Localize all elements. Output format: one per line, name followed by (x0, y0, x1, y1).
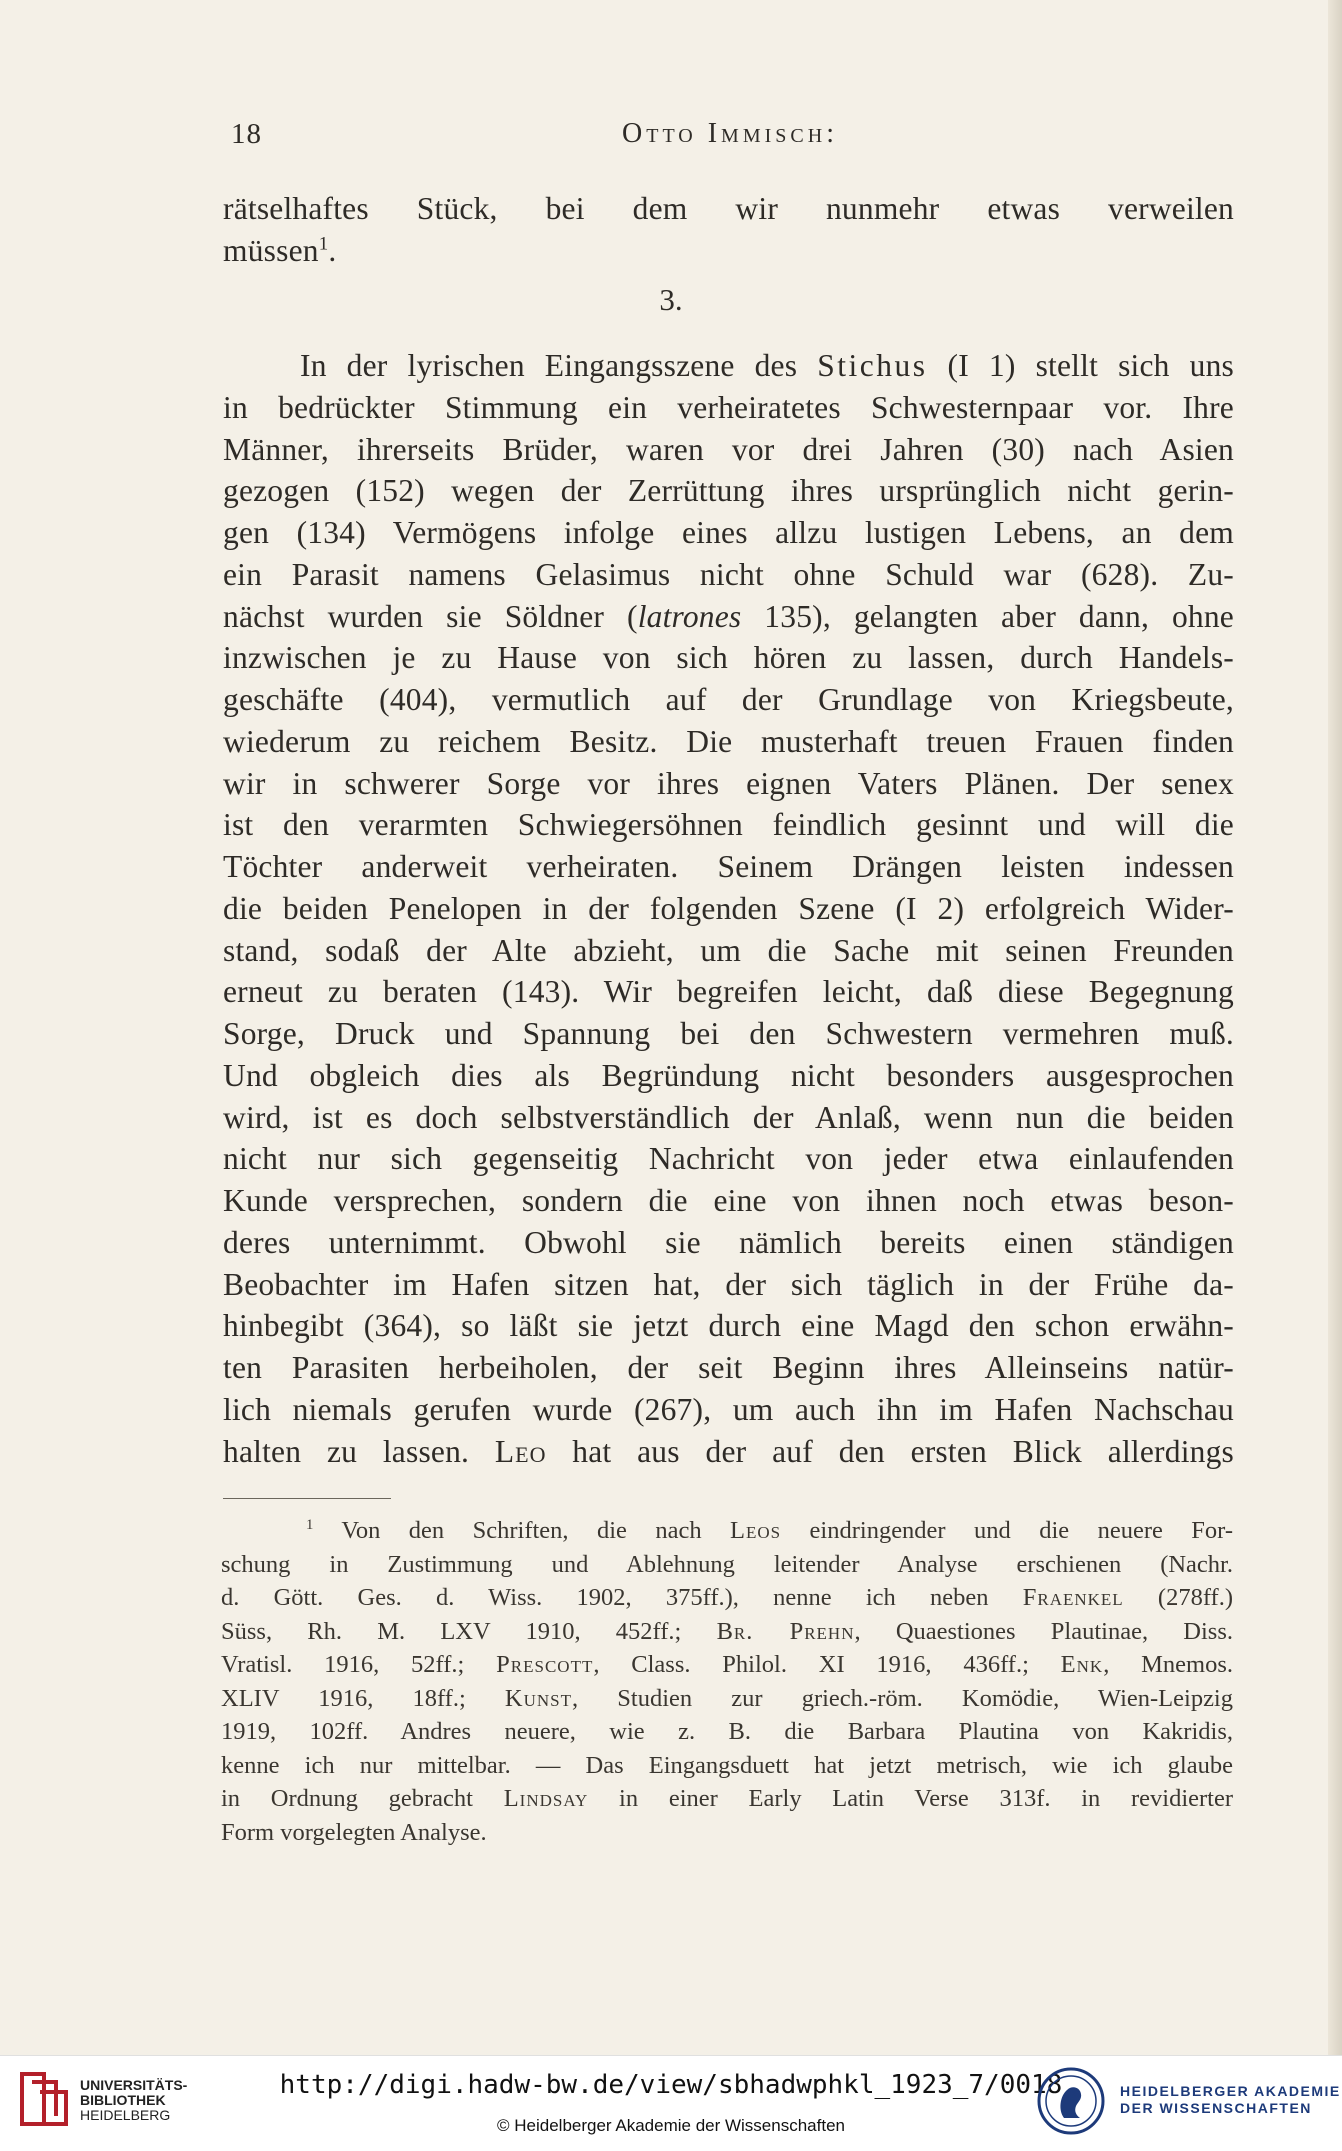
text-line: geschäfte (404), vermutlich auf der Grundlage von Kriegsbeute, (223, 682, 1234, 717)
footnote-rule (223, 1498, 391, 1499)
running-head (225, 118, 1235, 158)
text-line: lich niemals gerufen wurde (267), um auch ihn im Hafen Nachschau (223, 1391, 1234, 1427)
text-line: stand, sodaß der Alte abzieht, um die Sache mit seinen Freunden (223, 932, 1234, 968)
footnote-line: 1919, 102ff. Andres neuere, wie z. B. die Barbara Plautina von Kakridis, (221, 1718, 1233, 1745)
text-line: wir in schwerer Sorge vor ihres eignen Vaters Plänen. Der senex (223, 765, 1234, 801)
main-paragraph (223, 345, 1234, 1472)
footnote-line: schung in Zustimmung und Ablehnung leitender Analyse erschienen (Nachr. (221, 1550, 1233, 1578)
text-line: wiederum zu reichem Besitz. Die musterhaft treuen Frauen finden (223, 723, 1234, 759)
footnote-line: d. Gött. Ges. d. Wiss. 1902, 375ff.), nenne ich neben Fraenkel (278ff.) (221, 1584, 1233, 1611)
university-library-name: UNIVERSITÄTS- BIBLIOTHEK HEIDELBERG (80, 2077, 188, 2123)
viewer-footer (0, 2055, 1342, 2151)
intro-text (223, 188, 1234, 272)
text-line: inzwischen je zu Hause von sich hören zu lassen, durch Handels- (223, 640, 1234, 676)
permalink-url[interactable]: http://digi.hadw-bw.de/view/sbhadwphkl_1923_7/0018 (279, 2070, 1063, 2100)
text-line: Kunde versprechen, sondern die eine von ihnen noch etwas beson- (223, 1183, 1234, 1218)
text-line: deres unternimmt. Obwohl sie nämlich bereits einen ständigen (223, 1224, 1234, 1260)
text-line: gen (134) Vermögens infolge eines allzu lustigen Lebens, an dem (223, 515, 1234, 550)
text-line: nicht nur sich gegenseitig Nachricht von jeder etwa einlaufenden (223, 1141, 1234, 1177)
footnote-line: Form vorgelegten Analyse. (221, 1818, 487, 1846)
text-line: In der lyrischen Eingangsszene des Stichus (I 1) stellt sich uns (300, 348, 1234, 383)
text-line: nächst wurden sie Söldner (latrones 135), gelangten aber dann, ohne (223, 598, 1234, 634)
text-line: müssen$^1$. (223, 232, 337, 268)
footnote-line: $^1$ Von den Schriften, die nach Leos eindringender und die neuere For- (306, 1516, 1233, 1544)
page-number: 18 (231, 118, 262, 150)
text-line: erneut zu beraten (143). Wir begreifen leicht, daß diese Begegnung (223, 974, 1234, 1010)
footnote-line: Vratisl. 1916, 52ff.; Prescott, Class. Philol. XI 1916, 436ff.; Enk, Mnemos. (221, 1651, 1233, 1678)
footnote-line: kenne ich nur mittelbar. — Das Eingangsduett hat jetzt metrisch, wie ich glaube (221, 1751, 1233, 1779)
text-line: Männer, ihrerseits Brüder, waren vor drei Jahren (30) nach Asien (223, 431, 1234, 467)
text-line: ein Parasit namens Gelasimus nicht ohne Schuld war (628). Zu- (223, 556, 1234, 592)
text-line: Sorge, Druck und Spannung bei den Schwestern vermehren muß. (223, 1016, 1234, 1051)
text-line: Beobachter im Hafen sitzen hat, der sich täglich in der Frühe da- (223, 1266, 1234, 1302)
text-line: rätselhaftes Stück, bei dem wir nunmehr etwas verweilen (223, 191, 1234, 226)
footnote-line: in Ordnung gebracht Lindsay in einer Early Latin Verse 313f. in revidierter (221, 1785, 1234, 1812)
text-line: wird, ist es doch selbstverständlich der Anlaß, wenn nun die beiden (223, 1099, 1234, 1135)
section-number: 3. (659, 282, 683, 317)
text-line: Und obgleich dies als Begründung nicht besonders ausgesprochen (223, 1057, 1234, 1093)
text-line: in bedrückter Stimmung ein verheiratetes Schwesternpaar vor. Ihre (223, 389, 1234, 425)
text-line: ten Parasiten herbeiholen, der seit Beginn ihres Alleinseins natür- (223, 1350, 1234, 1385)
text-line: gezogen (152) wegen der Zerrüttung ihres ursprünglich nicht gerin- (223, 473, 1234, 509)
footnotes (221, 1514, 1233, 1849)
footnote-marker: 1 (318, 233, 329, 255)
academy-seal-icon[interactable] (1036, 2066, 1106, 2136)
running-title: Otto Immisch: (622, 118, 838, 149)
text-line: halten zu lassen. Leo hat aus der auf den ersten Blick allerdings (223, 1433, 1235, 1469)
text-line: ist den verarmten Schwiegersöhnen feindlich gesinnt und will die (223, 807, 1234, 843)
footnote-line: XLIV 1916, 18ff.; Kunst, Studien zur griech.-röm. Komödie, Wien-Leipzig (221, 1684, 1233, 1712)
copyright-notice: © Heidelberger Akademie der Wissenschaften (497, 2116, 845, 2135)
text-line: Töchter anderweit verheiraten. Seinem Drängen leisten indessen (223, 849, 1234, 884)
text-line: die beiden Penelopen in der folgenden Szene (I 2) erfolgreich Wider- (223, 890, 1234, 926)
footnote-line: Süss, Rh. M. LXV 1910, 452ff.; Br. Prehn, Quaestiones Plautinae, Diss. (221, 1617, 1233, 1645)
text-line: hinbegibt (364), so läßt sie jetzt durch eine Magd den schon erwähn- (223, 1308, 1234, 1344)
academy-name: HEIDELBERGER AKADEMIE DER WISSENSCHAFTEN (1120, 2083, 1341, 2116)
